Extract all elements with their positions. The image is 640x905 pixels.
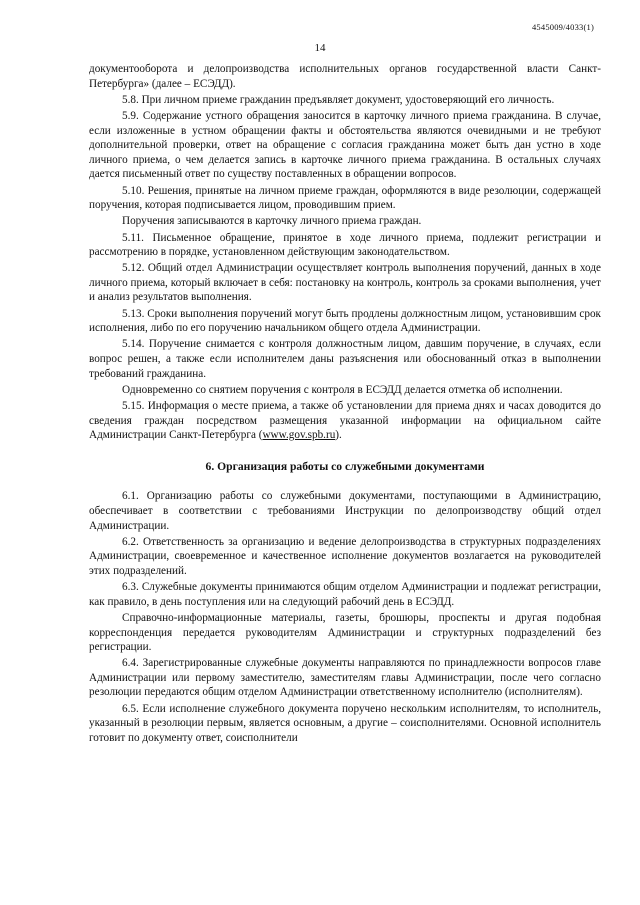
document-registration-code: 4545009/4033(1) <box>531 22 594 32</box>
paragraph-5-14-note: Одновременно со снятием поручения с контроля в ЕСЭДД делается отметка об исполнении. <box>122 383 563 396</box>
paragraph-5-15-text: 5.15. Информация о месте приема, а также об установлении для приема днях и часах доводится до сведения граждан посредством размещения указанной информации на официальном сайте Администрации Санкт-Петербурга ( <box>89 400 601 442</box>
paragraph-5-9: 5.9. Содержание устного обращения заносится в карточку личного приема гражданина. В случае, если изложенные в устном обращении факты и обстоятельства являются очевидными и не требуют дополнительной проверки, ответ на обращение с согласия гражданина может быть дан устно в ходе личного приема, о чем делается запись в карточке личного приема гражданина. В остальных случаях дается письменный ответ по существу поставленных в обращении вопросов. <box>89 109 601 181</box>
paragraph-6-2: 6.2. Ответственность за организацию и ведение делопроизводства в структурных подразделениях Администрации, своевременное и качественное исполнение документов возлагается на руководителей этих подразделений. <box>89 535 601 577</box>
paragraph-5-13: 5.13. Сроки выполнения поручений могут быть продлены должностным лицом, установившим срок исполнения, либо по его поручению начальником общего отдела Администрации. <box>89 307 601 335</box>
section-6-title: 6. Организация работы со служебными документами <box>205 459 485 473</box>
paragraph-6-4: 6.4. Зарегистрированные служебные документы направляются по принадлежности вопросов главе Администрации или первому заместителю, заместителям главы Администрации, после чего согласно резолюции передаются общим отделом Администрации ответственному исполнителю (исполнителям). <box>89 657 601 699</box>
website-link[interactable]: www.gov.spb.ru <box>262 429 336 442</box>
paragraph-5-10: 5.10. Решения, принятые на личном приеме граждан, оформляются в виде резолюции, содержащей поручения, которая подписывается лицом, проводившим прием. <box>89 184 601 212</box>
paragraph-5-15-tail: ). <box>335 429 342 442</box>
paragraph-continuation: документооборота и делопроизводства исполнительных органов государственной власти Санкт-Петербурга» (далее – ЕСЭДД). <box>89 63 601 90</box>
paragraph-5-14: 5.14. Поручение снимается с контроля должностным лицом, давшим поручение, в случаях, если вопрос решен, а также если исполнителем даны разъяснения или обоснованный отказ в выполнении требований гражданина. <box>89 338 601 380</box>
paragraph-5-11: 5.11. Письменное обращение, принятое в ходе личного приема, подлежит регистрации и рассмотрению в порядке, установленном действующим законодательством. <box>89 231 601 259</box>
paragraph-5-10-note: Поручения записываются в карточку личного приема граждан. <box>122 215 422 228</box>
paragraph-6-3-note: Справочно-информационные материалы, газеты, брошюры, проспекты и другая подобная корреспонденция передается руководителям Администрации и структурных подразделений без регистрации. <box>89 611 601 654</box>
document-body <box>89 62 601 747</box>
paragraph-5-15 <box>89 399 601 443</box>
page-number: 14 <box>314 42 326 54</box>
paragraph-6-5: 6.5. Если исполнение служебного документа поручено нескольким исполнителям, то исполнитель, указанный в резолюции первым, является основным, а другие – соисполнителями. Основной исполнитель готовит по документу ответ, соисполнители <box>89 702 601 744</box>
paragraph-6-1: 6.1. Организацию работы со служебными документами, поступающими в Администрацию, обеспечивает в соответствии с требованиями Инструкции по делопроизводству общий отдел Администрации. <box>89 490 601 532</box>
paragraph-5-12: 5.12. Общий отдел Администрации осуществляет контроль выполнения поручений, данных в ходе личного приема, который включает в себя: постановку на контроль, контроль за сроками выполнения, учет и анализ результатов выполнения. <box>89 262 601 304</box>
paragraph-5-8: 5.8. При личном приеме гражданин предъявляет документ, удостоверяющий его личность. <box>122 93 555 106</box>
paragraph-6-3: 6.3. Служебные документы принимаются общим отделом Администрации и подлежат регистрации, как правило, в день поступления или на следующий рабочий день в ЕСЭДД. <box>89 581 601 608</box>
